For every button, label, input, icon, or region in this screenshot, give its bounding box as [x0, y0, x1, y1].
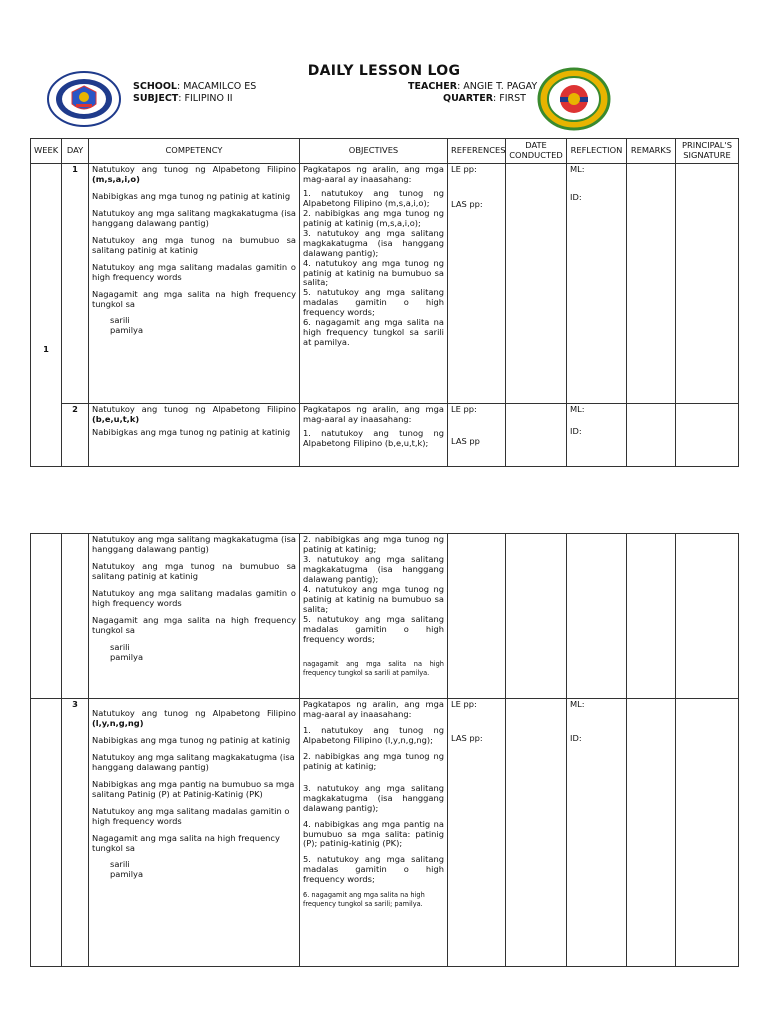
- col-references: REFERENCES: [448, 139, 506, 164]
- table-header-row: [31, 139, 739, 164]
- competency-cell: [89, 534, 300, 699]
- reference-le: LE pp:: [451, 404, 477, 414]
- reflection-cell: [567, 534, 627, 699]
- objective-item: 6. nagagamit ang mga salita na high frequency tungkol sa sarili at pamilya.: [303, 317, 444, 348]
- objectives-cell: [300, 699, 448, 967]
- reflection-ml: ML:: [570, 404, 585, 414]
- objective-item: 1. natutukoy ang tunog ng Alpabetong Filipino (l,y,n,g,ng);: [303, 724, 444, 745]
- objective-item: 4. nabibigkas ang mga pantig na bumubuo sa mga salita: patinig (P); patinig-katinig (PK);: [303, 818, 444, 849]
- school-value: : MACAMILCO ES: [176, 81, 257, 92]
- reflection-id: ID:: [570, 191, 582, 202]
- objective-item: 1. natutukoy ang tunog ng Alpabetong Filipino (m,s,a,i,o);: [303, 187, 444, 208]
- quarter-value: : FIRST: [493, 93, 526, 104]
- competency-cell: [89, 404, 300, 467]
- objectives-cell: [300, 404, 448, 467]
- objective-item: 5. natutukoy ang mga salitang madalas gamitin o high frequency words;: [303, 287, 444, 318]
- objectives-intro: Pagkatapos ng aralin, ang mga mag-aaral ay inaasahang:: [303, 699, 444, 719]
- objective-item: 6. nagagamit ang mga salita na high frequency tungkol sa sarili; pamilya.: [303, 891, 425, 908]
- objectives-cell: [300, 534, 448, 699]
- principal-signature-cell: [676, 534, 739, 699]
- competency-subitem: pamilya: [110, 869, 144, 880]
- competency-subitem: pamilya: [110, 325, 144, 336]
- day-cell: [62, 534, 89, 699]
- competency-subitem: sarili: [110, 315, 130, 326]
- col-principal-signature: PRINCIPAL'S SIGNATURE: [676, 139, 739, 164]
- objectives-cell: [300, 164, 448, 404]
- principal-signature-cell: [676, 404, 739, 467]
- reflection-cell: [567, 164, 627, 404]
- objective-item: 2. nabibigkas ang mga tunog ng patinig at katinig;: [303, 534, 444, 554]
- remarks-cell: [627, 404, 676, 467]
- competency-text: Natutukoy ang mga salitang madalas gamitin o high frequency words: [92, 261, 296, 282]
- competency-text: Natutukoy ang tunog ng Alpabetong Filipino: [92, 708, 296, 718]
- table-row-day-1: [31, 164, 739, 404]
- reflection-cell: [567, 404, 627, 467]
- competency-subitem: sarili: [110, 859, 130, 870]
- objective-item: 5. natutukoy ang mga salitang madalas gamitin o high frequency words;: [303, 613, 444, 644]
- subject-label: SUBJECT: [133, 93, 179, 104]
- table-row-day-2-continued: [31, 534, 739, 699]
- objective-item: 3. natutukoy ang mga salitang magkakatugma (isa hanggang dalawang pantig);: [303, 227, 444, 258]
- teacher-label: TEACHER: [408, 81, 458, 92]
- competency-text: Nagagamit ang mga salita na high frequency tungkol sa: [92, 832, 280, 853]
- competency-text: Nabibigkas ang mga tunog ng patinig at katinig: [92, 190, 291, 201]
- lesson-log-table-page-1: [30, 138, 739, 467]
- school-line: [133, 81, 256, 92]
- reference-las: LAS pp:: [451, 198, 483, 209]
- competency-text: Natutukoy ang mga tunog na bumubuo sa salitang patinig at katinig: [92, 234, 296, 255]
- competency-text: Natutukoy ang mga salitang madalas gamitin o high frequency words: [92, 805, 290, 826]
- date-conducted-cell: [506, 534, 567, 699]
- principal-signature-cell: [676, 164, 739, 404]
- remarks-cell: [627, 164, 676, 404]
- quarter-line: [443, 93, 526, 104]
- day-cell: 1: [62, 164, 89, 404]
- col-competency: COMPETENCY: [89, 139, 300, 164]
- teacher-line: [408, 81, 537, 92]
- competency-subitem: sarili: [110, 641, 130, 652]
- competency-text: Nagagamit ang mga salita na high frequency tungkol sa: [92, 288, 296, 309]
- competency-text: Natutukoy ang tunog ng Alpabetong Filipino: [92, 164, 296, 174]
- week-cell: [31, 699, 62, 967]
- week-cell: 1: [31, 164, 62, 467]
- col-reflection: REFLECTION: [567, 139, 627, 164]
- references-cell: [448, 404, 506, 467]
- competency-text: Natutukoy ang mga salitang magkakatugma (isa hanggang dalawang pantig): [92, 751, 295, 772]
- date-conducted-cell: [506, 164, 567, 404]
- objective-item: 4. natutukoy ang mga tunog ng patinig at katinig na bumubuo sa salita;: [303, 583, 444, 614]
- references-cell: [448, 699, 506, 967]
- competency-text: Natutukoy ang mga salitang madalas gamitin o high frequency words: [92, 587, 296, 608]
- reflection-cell: [567, 699, 627, 967]
- objective-item: 5. natutukoy ang mga salitang madalas gamitin o high frequency words;: [303, 854, 444, 885]
- school-label: SCHOOL: [133, 81, 177, 92]
- date-conducted-cell: [506, 699, 567, 967]
- objective-item: 4. natutukoy ang mga tunog ng patinig at katinig na bumubuo sa salita;: [303, 257, 444, 288]
- principal-signature-cell: [676, 699, 739, 967]
- objective-item: nagagamit ang mga salita na high frequency tungkol sa sarili at pamilya.: [303, 660, 444, 678]
- objective-item: 1. natutukoy ang tunog ng Alpabetong Filipino (b,e,u,t,k);: [303, 427, 444, 448]
- reference-le: LE pp:: [451, 164, 477, 174]
- page-title: DAILY LESSON LOG: [307, 63, 461, 79]
- reflection-id: ID:: [570, 732, 582, 743]
- day-cell: 3: [62, 699, 89, 967]
- col-week: WEEK: [31, 139, 62, 164]
- table-row-day-3: [31, 699, 739, 967]
- col-day: DAY: [62, 139, 89, 164]
- reflection-ml: ML:: [570, 164, 585, 174]
- lesson-log-table-page-2: [30, 533, 739, 967]
- objectives-intro: Pagkatapos ng aralin, ang mga mag-aaral ay inaasahang:: [303, 404, 444, 424]
- objective-item: 3. natutukoy ang mga salitang magkakatugma (isa hanggang dalawang pantig);: [303, 782, 444, 813]
- reference-las: LAS pp:: [451, 732, 483, 743]
- day-cell: 2: [62, 404, 89, 467]
- reflection-ml: ML:: [570, 699, 585, 709]
- col-objectives: OBJECTIVES: [300, 139, 448, 164]
- objective-item: 2. nabibigkas ang mga tunog ng patinig at katinig (m,s,a,i,o);: [303, 207, 444, 228]
- competency-text: Nabibigkas ang mga tunog ng patinig at katinig: [92, 426, 291, 437]
- remarks-cell: [627, 534, 676, 699]
- week-cell: [31, 534, 62, 699]
- competency-letters: (m,s,a,i,o): [92, 173, 140, 184]
- subject-line: [133, 93, 233, 104]
- remarks-cell: [627, 699, 676, 967]
- table-row-day-2: [31, 404, 739, 467]
- competency-letters: (l,y,n,g,ng): [92, 717, 144, 728]
- col-remarks: REMARKS: [627, 139, 676, 164]
- competency-text: Natutukoy ang mga salitang magkakatugma (isa hanggang dalawang pantig): [92, 534, 296, 554]
- competency-text: Natutukoy ang mga salitang magkakatugma (isa hanggang dalawang pantig): [92, 207, 296, 228]
- reference-las: LAS pp: [451, 435, 480, 446]
- references-cell: [448, 534, 506, 699]
- competency-text: Nagagamit ang mga salita na high frequency tungkol sa: [92, 614, 296, 635]
- objective-item: 2. nabibigkas ang mga tunog ng patinig at katinig;: [303, 750, 444, 771]
- competency-text: Natutukoy ang tunog ng Alpabetong Filipino: [92, 404, 296, 414]
- competency-cell: [89, 699, 300, 967]
- objectives-intro: Pagkatapos ng aralin, ang mga mag-aaral ay inaasahang:: [303, 164, 444, 184]
- reflection-id: ID:: [570, 425, 582, 436]
- competency-letters: (b,e,u,t,k): [92, 413, 140, 424]
- col-date-conducted: DATE CONDUCTED: [506, 139, 567, 164]
- subject-value: : FILIPINO II: [178, 93, 233, 104]
- quarter-label: QUARTER: [443, 93, 494, 104]
- date-conducted-cell: [506, 404, 567, 467]
- reference-le: LE pp:: [451, 699, 477, 709]
- competency-text: Nabibigkas ang mga tunog ng patinig at katinig: [92, 734, 291, 745]
- objective-item: 3. natutukoy ang mga salitang magkakatugma (isa hanggang dalawang pantig);: [303, 553, 444, 584]
- teacher-value: : ANGIE T. PAGAY: [457, 81, 538, 92]
- competency-text: Nabibigkas ang mga pantig na bumubuo sa mga salitang Patinig (P) at Patinig-Katinig (PK): [92, 778, 295, 799]
- references-cell: [448, 164, 506, 404]
- competency-cell: [89, 164, 300, 404]
- competency-subitem: pamilya: [110, 651, 144, 662]
- competency-text: Natutukoy ang mga tunog na bumubuo sa salitang patinig at katinig: [92, 560, 296, 581]
